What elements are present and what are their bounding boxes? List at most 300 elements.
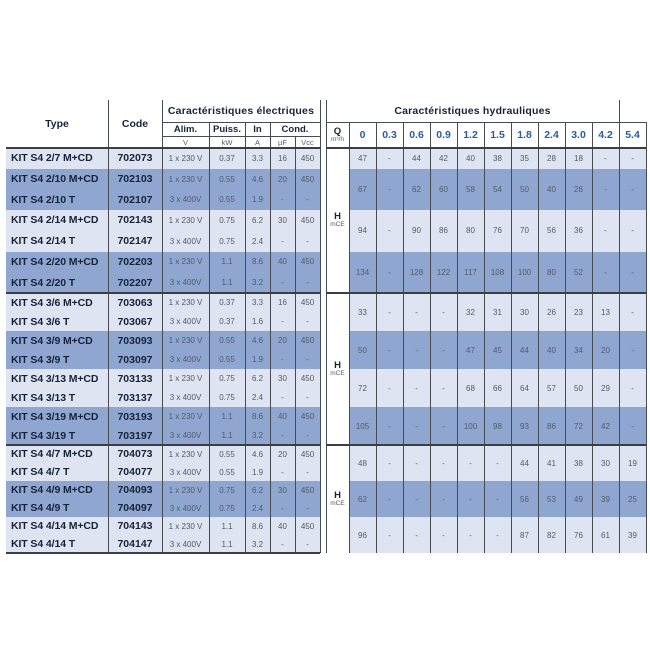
cell-puiss: 0.75 — [209, 369, 245, 388]
cell-vcc: - — [295, 535, 320, 553]
hydraulic-head-cell: - — [457, 481, 484, 517]
cell-puiss: 0.55 — [209, 189, 245, 210]
table-divider — [326, 100, 327, 553]
cell-in: 2.4 — [245, 388, 270, 407]
flow-header-5.4: 5.4 — [625, 129, 640, 141]
cell-vcc: - — [295, 231, 320, 252]
table-divider — [403, 122, 404, 553]
hydraulic-head-cell: 50 — [565, 369, 592, 407]
flow-rate-header-symbol: Q — [333, 125, 342, 137]
hydraulic-head-cell: - — [430, 481, 457, 517]
hydraulic-head-cell: 18 — [565, 148, 592, 169]
table-divider — [326, 292, 646, 294]
hydraulic-head-cell: 19 — [619, 445, 646, 481]
flow-header-0.6: 0.6 — [409, 129, 424, 141]
hydraulic-head-cell: 67 — [349, 169, 376, 210]
cell-uf: - — [270, 463, 295, 481]
row-code: 703097 — [108, 350, 162, 369]
hydraulic-head-cell: 44 — [403, 148, 430, 169]
hydraulic-head-cell: 13 — [592, 293, 619, 331]
unit-cond-vcc: Vcc — [301, 137, 314, 147]
cell-alim: 1 x 230 V — [162, 369, 209, 388]
row-type: KIT S4 3/9 T — [6, 350, 108, 369]
cell-vcc: - — [295, 499, 320, 517]
row-code: 704097 — [108, 499, 162, 517]
table-divider — [108, 100, 109, 553]
cell-puiss: 0.55 — [209, 445, 245, 463]
cell-vcc: 450 — [295, 210, 320, 231]
hydraulic-head-cell: 20 — [592, 331, 619, 369]
hydraulic-head-cell: - — [619, 331, 646, 369]
row-type: KIT S4 3/9 M+CD — [6, 331, 108, 350]
row-type: KIT S4 2/20 T — [6, 272, 108, 293]
cell-in: 4.6 — [245, 445, 270, 463]
hydraulic-head-cell: 98 — [484, 407, 511, 445]
hydraulic-head-cell: 36 — [565, 210, 592, 251]
row-code: 703137 — [108, 388, 162, 407]
hydraulic-head-cell: 96 — [349, 517, 376, 553]
hydraulic-head-cell: 40 — [538, 331, 565, 369]
hydraulic-head-cell: 76 — [484, 210, 511, 251]
hydraulic-head-cell: - — [619, 210, 646, 251]
hydraulic-head-cell: - — [376, 369, 403, 407]
table-divider — [245, 122, 246, 553]
hydraulic-head-cell: 60 — [430, 169, 457, 210]
hydraulic-head-cell: 50 — [511, 169, 538, 210]
head-pressure-header-symbol: H — [334, 489, 341, 501]
cell-in: 6.2 — [245, 481, 270, 499]
type-column-header: Type — [45, 118, 69, 130]
hydraulic-head-cell: 66 — [484, 369, 511, 407]
flow-header-0.9: 0.9 — [436, 129, 451, 141]
electrical-section-title: Caractéristiques électriques — [167, 105, 315, 117]
hydraulic-head-cell: 34 — [565, 331, 592, 369]
hydraulic-head-cell: 93 — [511, 407, 538, 445]
row-type: KIT S4 4/7 M+CD — [6, 445, 108, 463]
hydraulic-head-cell: - — [376, 481, 403, 517]
cell-in: 6.2 — [245, 369, 270, 388]
row-code: 703133 — [108, 369, 162, 388]
hydraulic-head-cell: 42 — [430, 148, 457, 169]
row-type: KIT S4 3/6 T — [6, 312, 108, 331]
row-code: 702203 — [108, 252, 162, 273]
cell-uf: - — [270, 388, 295, 407]
row-type: KIT S4 2/10 T — [6, 189, 108, 210]
table-divider — [6, 292, 320, 294]
cell-alim: 1 x 230 V — [162, 331, 209, 350]
hydraulic-head-cell: - — [592, 169, 619, 210]
cell-uf: 20 — [270, 445, 295, 463]
hydraulic-head-cell: 72 — [565, 407, 592, 445]
hydraulic-head-cell: - — [403, 445, 430, 481]
table-divider — [376, 122, 377, 553]
head-pressure-header — [326, 148, 349, 293]
hydraulic-head-cell: - — [376, 445, 403, 481]
row-code: 704143 — [108, 517, 162, 535]
hydraulic-head-cell: - — [376, 169, 403, 210]
row-type: KIT S4 3/19 M+CD — [6, 407, 108, 426]
head-pressure-header — [326, 445, 349, 553]
head-pressure-header — [326, 293, 349, 445]
unit-cond-uf: µF — [278, 137, 287, 147]
cell-puiss: 0.75 — [209, 481, 245, 499]
row-type: KIT S4 4/14 T — [6, 535, 108, 553]
hydraulic-head-cell: 80 — [538, 252, 565, 293]
row-code: 702143 — [108, 210, 162, 231]
hydraulic-head-cell: 100 — [457, 407, 484, 445]
cell-in: 3.2 — [245, 535, 270, 553]
table-divider — [162, 122, 320, 123]
hydraulic-head-cell: 29 — [592, 369, 619, 407]
cell-vcc: 450 — [295, 331, 320, 350]
row-code: 703063 — [108, 293, 162, 312]
hydraulic-head-cell: - — [376, 252, 403, 293]
hydraulic-head-cell: - — [592, 210, 619, 251]
row-type: KIT S4 4/9 T — [6, 499, 108, 517]
cell-in: 4.6 — [245, 331, 270, 350]
cell-vcc: - — [295, 463, 320, 481]
cell-uf: - — [270, 231, 295, 252]
flow-header-0.3: 0.3 — [382, 129, 397, 141]
hydraulic-head-cell: 23 — [565, 293, 592, 331]
hydraulic-head-cell: - — [619, 407, 646, 445]
cell-puiss: 0.37 — [209, 312, 245, 331]
cell-in: 8.6 — [245, 407, 270, 426]
hydraulic-head-cell: - — [619, 369, 646, 407]
hydraulic-head-cell: 39 — [619, 517, 646, 553]
cell-alim: 3 x 400V — [162, 272, 209, 293]
hydraulic-head-cell: - — [403, 293, 430, 331]
cell-alim: 1 x 230 V — [162, 293, 209, 312]
cell-vcc: 450 — [295, 169, 320, 190]
row-code: 702103 — [108, 169, 162, 190]
table-divider — [619, 100, 620, 553]
cell-uf: 20 — [270, 169, 295, 190]
cell-alim: 3 x 400V — [162, 463, 209, 481]
cell-in: 3.2 — [245, 426, 270, 445]
cell-uf: - — [270, 350, 295, 369]
hydraulic-head-cell: - — [619, 252, 646, 293]
table-divider — [162, 136, 320, 137]
hydraulic-head-cell: - — [376, 148, 403, 169]
hydraulic-head-cell: 105 — [349, 407, 376, 445]
cell-vcc: 450 — [295, 445, 320, 463]
hydraulic-head-cell: 56 — [511, 481, 538, 517]
hydraulic-head-cell: 82 — [538, 517, 565, 553]
table-divider — [457, 122, 458, 553]
cell-alim: 1 x 230 V — [162, 148, 209, 169]
hydraulic-head-cell: 56 — [538, 210, 565, 251]
hydraulic-head-cell: 48 — [349, 445, 376, 481]
cell-alim: 1 x 230 V — [162, 481, 209, 499]
table-divider — [326, 147, 646, 149]
cell-uf: - — [270, 312, 295, 331]
hydraulic-head-cell: 61 — [592, 517, 619, 553]
head-pressure-header-unit: mCE — [330, 221, 345, 229]
cell-puiss: 1.1 — [209, 252, 245, 273]
table-divider — [349, 122, 350, 553]
table-divider — [511, 122, 512, 553]
hydraulic-head-cell: 38 — [484, 148, 511, 169]
row-type: KIT S4 3/13 M+CD — [6, 369, 108, 388]
cell-alim: 3 x 400V — [162, 426, 209, 445]
cell-uf: - — [270, 426, 295, 445]
cell-uf: 30 — [270, 210, 295, 231]
hydraulic-head-cell: 134 — [349, 252, 376, 293]
row-code: 704077 — [108, 463, 162, 481]
cell-in: 1.6 — [245, 312, 270, 331]
cell-puiss: 1.1 — [209, 535, 245, 553]
cell-uf: 40 — [270, 517, 295, 535]
cell-puiss: 0.75 — [209, 499, 245, 517]
row-type: KIT S4 2/20 M+CD — [6, 252, 108, 273]
flow-header-1.2: 1.2 — [463, 129, 478, 141]
hydraulic-head-cell: - — [430, 293, 457, 331]
hydraulic-head-cell: 128 — [403, 252, 430, 293]
hydraulic-head-cell: 87 — [511, 517, 538, 553]
flow-header-2.4: 2.4 — [544, 129, 559, 141]
table-divider — [326, 444, 646, 446]
cell-puiss: 0.55 — [209, 463, 245, 481]
unit-in: A — [254, 137, 260, 147]
hydraulic-head-cell: 62 — [403, 169, 430, 210]
hydraulic-head-cell: 42 — [592, 407, 619, 445]
cell-uf: - — [270, 499, 295, 517]
row-type: KIT S4 4/9 M+CD — [6, 481, 108, 499]
hydraulic-head-cell: 40 — [538, 169, 565, 210]
cell-vcc: - — [295, 272, 320, 293]
cell-in: 4.6 — [245, 169, 270, 190]
row-type: KIT S4 3/19 T — [6, 426, 108, 445]
hydraulic-head-cell: 41 — [538, 445, 565, 481]
hydraulic-head-cell: 50 — [349, 331, 376, 369]
head-pressure-header-unit: mCE — [330, 369, 345, 377]
cell-uf: 16 — [270, 148, 295, 169]
table-divider — [6, 147, 320, 149]
hydraulic-head-cell: 30 — [511, 293, 538, 331]
hydraulic-head-cell: 57 — [538, 369, 565, 407]
table-divider — [6, 444, 320, 446]
hydraulic-head-cell: 53 — [538, 481, 565, 517]
hydraulic-head-cell: 68 — [457, 369, 484, 407]
hydraulic-head-cell: 44 — [511, 331, 538, 369]
cell-in: 1.9 — [245, 189, 270, 210]
cell-puiss: 0.55 — [209, 331, 245, 350]
table-divider — [320, 100, 321, 553]
cell-vcc: 450 — [295, 517, 320, 535]
hydraulic-head-cell: 108 — [484, 252, 511, 293]
cell-in: 1.9 — [245, 463, 270, 481]
cell-puiss: 0.75 — [209, 210, 245, 231]
hydraulic-head-cell: - — [484, 517, 511, 553]
hydraulic-head-cell: 40 — [457, 148, 484, 169]
row-type: KIT S4 2/7 M+CD — [6, 148, 108, 169]
hydraulic-head-cell: - — [484, 481, 511, 517]
cell-vcc: 450 — [295, 481, 320, 499]
row-type: KIT S4 4/14 M+CD — [6, 517, 108, 535]
code-column-header: Code — [121, 118, 149, 130]
row-code: 704093 — [108, 481, 162, 499]
cell-alim: 1 x 230 V — [162, 407, 209, 426]
cell-puiss: 1.1 — [209, 517, 245, 535]
cell-alim: 1 x 230 V — [162, 252, 209, 273]
table-divider — [6, 552, 320, 554]
col-label-in: In — [253, 123, 262, 135]
hydraulic-head-cell: 47 — [349, 148, 376, 169]
hydraulic-head-cell: 72 — [349, 369, 376, 407]
table-divider — [326, 122, 646, 123]
hydraulic-head-cell: - — [592, 148, 619, 169]
flow-rate-header — [326, 122, 349, 148]
cell-vcc: 450 — [295, 252, 320, 273]
cell-in: 2.4 — [245, 499, 270, 517]
cell-puiss: 0.75 — [209, 388, 245, 407]
hydraulic-head-cell: 38 — [565, 445, 592, 481]
cell-vcc: 450 — [295, 407, 320, 426]
hydraulic-head-cell: 62 — [349, 481, 376, 517]
cell-puiss: 0.75 — [209, 231, 245, 252]
hydraulic-head-cell: 52 — [565, 252, 592, 293]
hydraulic-head-cell: 44 — [511, 445, 538, 481]
unit-alim: V — [182, 137, 188, 147]
cell-in: 3.3 — [245, 148, 270, 169]
col-label-puiss: Puiss. — [213, 123, 241, 135]
hydraulic-head-cell: - — [376, 331, 403, 369]
hydraulic-head-cell: 28 — [538, 148, 565, 169]
hydraulic-head-cell: 86 — [538, 407, 565, 445]
hydraulic-head-cell: - — [430, 445, 457, 481]
hydraulic-head-cell: - — [592, 252, 619, 293]
cell-puiss: 1.1 — [209, 426, 245, 445]
hydraulic-head-cell: 76 — [565, 517, 592, 553]
cell-uf: - — [270, 272, 295, 293]
hydraulic-head-cell: 80 — [457, 210, 484, 251]
cell-uf: 40 — [270, 407, 295, 426]
head-pressure-header-unit: mCE — [330, 499, 345, 507]
row-code: 704147 — [108, 535, 162, 553]
flow-header-0: 0 — [359, 129, 366, 141]
row-code: 703093 — [108, 331, 162, 350]
hydraulic-head-cell: - — [403, 517, 430, 553]
cell-in: 3.2 — [245, 272, 270, 293]
hydraulic-head-cell: - — [430, 331, 457, 369]
hydraulic-head-cell: - — [619, 148, 646, 169]
cell-alim: 1 x 230 V — [162, 210, 209, 231]
flow-header-4.2: 4.2 — [598, 129, 613, 141]
cell-uf: 30 — [270, 369, 295, 388]
row-type: KIT S4 2/10 M+CD — [6, 169, 108, 190]
hydraulic-head-cell: - — [376, 517, 403, 553]
hydraulic-head-cell: 25 — [619, 481, 646, 517]
hydraulic-head-cell: - — [430, 369, 457, 407]
cell-alim: 3 x 400V — [162, 350, 209, 369]
row-code: 703193 — [108, 407, 162, 426]
hydraulic-head-cell: 64 — [511, 369, 538, 407]
hydraulic-head-cell: - — [484, 445, 511, 481]
table-divider — [209, 122, 210, 553]
cell-uf: - — [270, 535, 295, 553]
hydraulic-head-cell: - — [403, 331, 430, 369]
table-divider — [565, 122, 566, 553]
hydraulic-head-cell: - — [457, 517, 484, 553]
table-divider — [162, 100, 163, 553]
hydraulic-head-cell: 47 — [457, 331, 484, 369]
flow-header-1.8: 1.8 — [517, 129, 532, 141]
table-divider — [295, 136, 296, 553]
cell-alim: 3 x 400V — [162, 388, 209, 407]
hydraulic-head-cell: 31 — [484, 293, 511, 331]
hydraulic-head-cell: 45 — [484, 331, 511, 369]
cell-vcc: - — [295, 350, 320, 369]
hydraulic-head-cell: - — [619, 293, 646, 331]
cell-alim: 3 x 400V — [162, 231, 209, 252]
cell-alim: 3 x 400V — [162, 535, 209, 553]
hydraulic-head-cell: 49 — [565, 481, 592, 517]
hydraulic-head-cell: - — [403, 407, 430, 445]
cell-uf: 40 — [270, 252, 295, 273]
cell-alim: 3 x 400V — [162, 312, 209, 331]
col-label-alim: Alim. — [173, 123, 198, 135]
cell-alim: 3 x 400V — [162, 189, 209, 210]
table-divider — [484, 122, 485, 553]
cell-vcc: - — [295, 426, 320, 445]
hydraulic-head-cell: 54 — [484, 169, 511, 210]
hydraulic-head-cell: 70 — [511, 210, 538, 251]
cell-puiss: 1.1 — [209, 272, 245, 293]
hydraulic-head-cell: - — [403, 369, 430, 407]
table-divider — [538, 122, 539, 553]
hydraulic-head-cell: 39 — [592, 481, 619, 517]
hydraulic-head-cell: 30 — [592, 445, 619, 481]
row-type: KIT S4 2/14 T — [6, 231, 108, 252]
cell-alim: 1 x 230 V — [162, 445, 209, 463]
table-divider — [646, 122, 647, 553]
hydraulic-head-cell: 117 — [457, 252, 484, 293]
hydraulic-head-cell: 35 — [511, 148, 538, 169]
cell-puiss: 0.55 — [209, 350, 245, 369]
cell-in: 3.3 — [245, 293, 270, 312]
cell-puiss: 0.37 — [209, 293, 245, 312]
cell-uf: 20 — [270, 331, 295, 350]
hydraulic-head-cell: - — [376, 407, 403, 445]
col-label-cond: Cond. — [281, 123, 309, 135]
unit-puiss: kW — [221, 137, 233, 147]
row-type: KIT S4 3/13 T — [6, 388, 108, 407]
hydraulic-head-cell: 26 — [565, 169, 592, 210]
cell-in: 2.4 — [245, 231, 270, 252]
hydraulic-head-cell: 26 — [538, 293, 565, 331]
row-type: KIT S4 2/14 M+CD — [6, 210, 108, 231]
hydraulic-head-cell: 33 — [349, 293, 376, 331]
hydraulic-head-cell: 86 — [430, 210, 457, 251]
hydraulic-head-cell: 100 — [511, 252, 538, 293]
table-divider — [592, 122, 593, 553]
cell-uf: - — [270, 189, 295, 210]
cell-vcc: 450 — [295, 148, 320, 169]
row-type: KIT S4 3/6 M+CD — [6, 293, 108, 312]
cell-in: 8.6 — [245, 517, 270, 535]
cell-in: 6.2 — [245, 210, 270, 231]
row-type: KIT S4 4/7 T — [6, 463, 108, 481]
hydraulic-head-cell: 90 — [403, 210, 430, 251]
row-code: 704073 — [108, 445, 162, 463]
cell-vcc: 450 — [295, 293, 320, 312]
cell-in: 8.6 — [245, 252, 270, 273]
table-divider — [430, 122, 431, 553]
row-code: 703067 — [108, 312, 162, 331]
row-code: 702207 — [108, 272, 162, 293]
row-code: 702107 — [108, 189, 162, 210]
